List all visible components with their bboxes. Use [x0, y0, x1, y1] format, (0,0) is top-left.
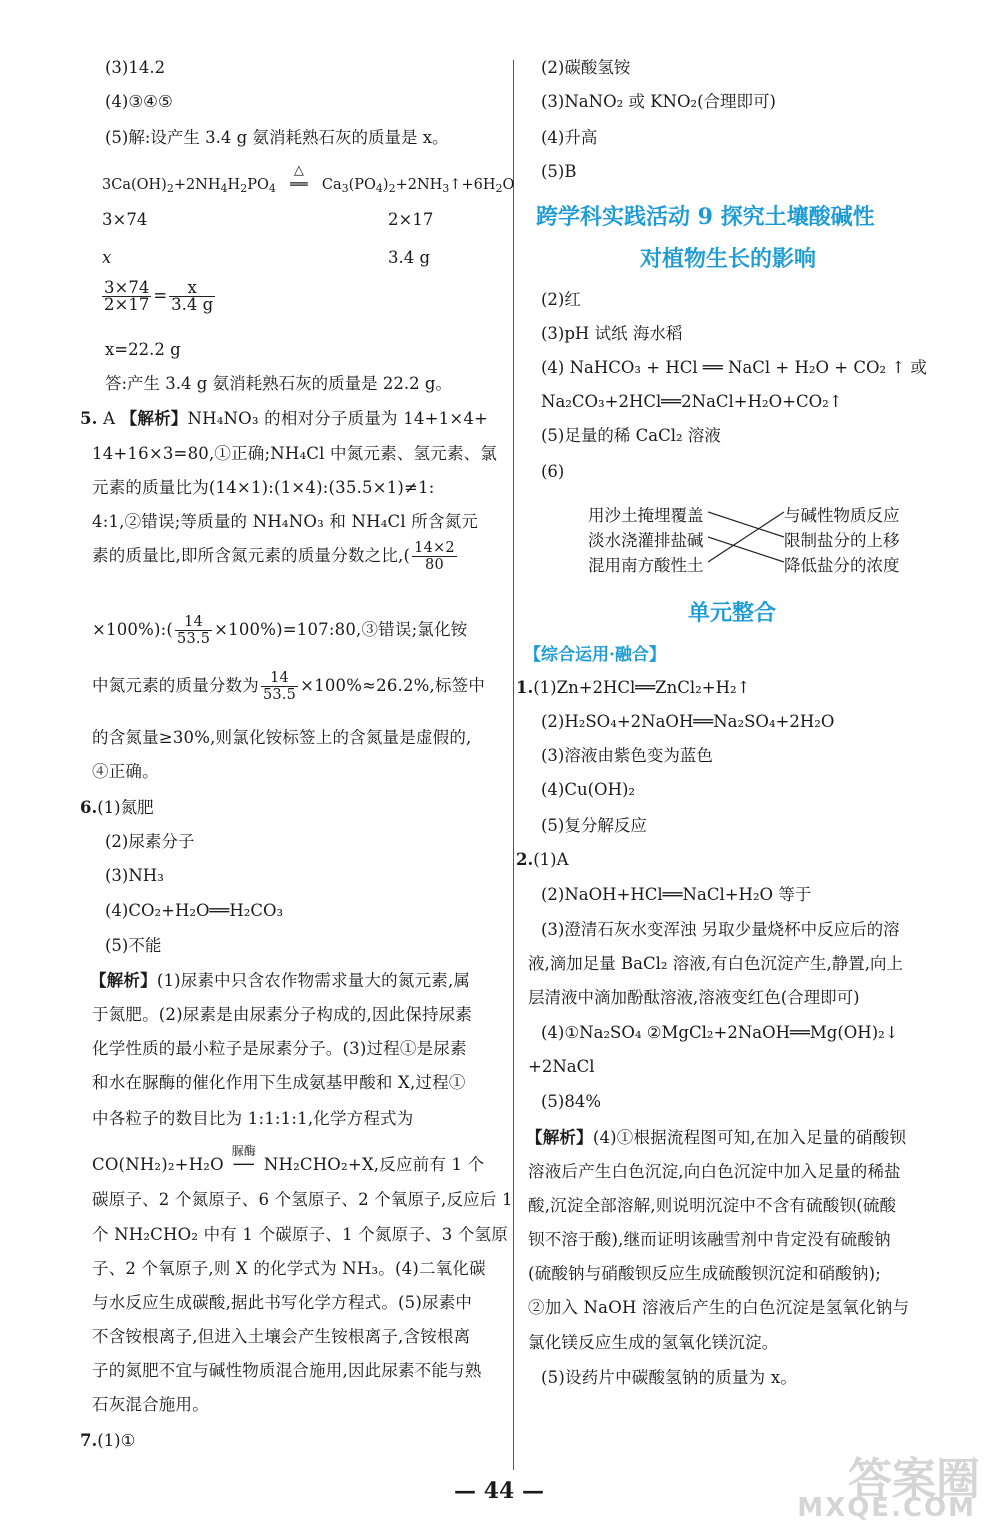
answer-line: (5)不能	[105, 936, 162, 955]
match-right-3: 降低盐分的浓度	[784, 556, 900, 575]
match-right-1: 与碱性物质反应	[784, 506, 900, 525]
answer-line: (4)Cu(OH)₂	[541, 780, 636, 799]
analysis-line: 【解析】(1)尿素中只含农作物需求量大的氮元素,属	[90, 971, 471, 990]
mass-ratio: 2×17	[388, 210, 434, 229]
answer-line: (4)①Na₂SO₄ ②MgCl₂+2NaOH══Mg(OH)₂↓	[541, 1023, 899, 1042]
answer-line: (6)	[541, 462, 565, 481]
match-right-2: 限制盐分的上移	[784, 531, 900, 550]
match-line-2	[708, 537, 784, 562]
answer-line: Na₂CO₃+2HCl══2NaCl+H₂O+CO₂↑	[541, 392, 843, 411]
question-2: 2.(1)A	[516, 850, 569, 869]
answer-line: 液,滴加足量 BaCl₂ 溶液,有白色沉淀产生,静置,向上	[528, 954, 903, 973]
analysis-line: 于氮肥。(2)尿素是由尿素分子构成的,因此保持尿素	[92, 1005, 473, 1024]
analysis-line: 素的质量比,即所含氮元素的质量分数之比,( $\frac{14\times 2}{80}$	[92, 540, 455, 573]
analysis-line: 钡不溶于酸),继而证明该融雪剂中肯定没有硫酸钠	[528, 1230, 891, 1249]
match-left-3: 混用南方酸性土	[588, 556, 704, 575]
analysis-line: ②加入 NaOH 溶液后产生的白色沉淀是氢氧化钠与	[528, 1298, 910, 1317]
answer-line: (4)升高	[541, 128, 598, 147]
analysis-line: (5)设药片中碳酸氢钠的质量为 x。	[541, 1368, 798, 1387]
analysis-line: 不含铵根离子,但进入土壤会产生铵根离子,含铵根离	[92, 1327, 471, 1346]
analysis-line: 溶液后产生白色沉淀,向白色沉淀中加入足量的稀盐	[528, 1162, 901, 1181]
question-1: 1.(1)Zn+2HCl══ZnCl₂+H₂↑	[516, 678, 751, 697]
analysis-line: 的含氮量≥30%,则氯化铵标签上的含氮量是虚假的,	[92, 728, 472, 747]
reaction-condition: 脲酶	[231, 1144, 257, 1158]
analysis-line: 中各粒子的数目比为 1:1:1:1,化学方程式为	[92, 1109, 414, 1128]
proportion: $\frac{3\times 74}{2\times 17}$ = $\frac{x}{3.4 g}$	[104, 278, 214, 314]
chemical-equation: $3Ca(OH)_2+2NH_4H_2PO_4$ △ ══ $Ca_3(PO_4)_2+2NH_3↑+6H_2O$	[102, 163, 515, 195]
answer-line: (2)尿素分子	[105, 832, 195, 851]
answer-line: +2NaCl	[528, 1057, 595, 1076]
answer-line: (4)③④⑤	[105, 92, 173, 111]
analysis-line: 中氮元素的质量分数为 $\frac{14}{53.5}$ ×100%≈26.2%,标签中	[92, 670, 486, 703]
answer-line: (2)碳酸氢铵	[541, 58, 631, 77]
answer-line: (3)14.2	[105, 58, 166, 77]
section-title: 对植物生长的影响	[640, 246, 817, 272]
match-line-3	[708, 512, 784, 562]
analysis-line: ④正确。	[92, 762, 159, 781]
answer-line: (3)澄清石灰水变浑浊 另取少量烧杯中反应后的溶	[541, 920, 900, 939]
section-tag: 【综合运用·融合】	[524, 645, 666, 665]
watermark-text: 答案圈	[848, 1454, 980, 1505]
analysis-line: 14+16×3=80,①正确;NH₄Cl 中氮元素、氢元素、氯	[92, 444, 498, 463]
match-left-2: 淡水浇灌排盐碱	[588, 531, 704, 550]
analysis-line: 4:1,②错误;等质量的 NH₄NO₃ 和 NH₄Cl 所含氮元	[92, 512, 479, 531]
match-left-1: 用沙土掩埋覆盖	[588, 506, 704, 525]
answer-line: (2)H₂SO₄+2NaOH══Na₂SO₄+2H₂O	[541, 712, 835, 731]
answer-line: (3)pH 试纸 海水稻	[541, 324, 683, 343]
unknown: x	[102, 248, 112, 267]
question-7: 7.(1)①	[80, 1431, 136, 1450]
analysis-line: CO(NH₂)₂+H₂O 脲酶 ── NH₂CHO₂+X,反应前有 1 个	[92, 1155, 484, 1175]
mass-ratio: 3×74	[102, 210, 148, 229]
analysis-line: 和水在脲酶的催化作用下生成氨基甲酸和 X,过程①	[92, 1073, 466, 1092]
reaction-condition: △	[293, 163, 304, 178]
answer-line: (4) NaHCO₃ + HCl ══ NaCl + H₂O + CO₂ ↑ 或	[541, 358, 927, 377]
page-number: — 44 —	[454, 1478, 544, 1504]
analysis-line: 【解析】(4)①根据流程图可知,在加入足量的硝酸钡	[526, 1128, 907, 1147]
answer-line: (2)红	[541, 290, 581, 309]
analysis-line: 子的氮肥不宜与碱性物质混合施用,因此尿素不能与熟	[92, 1361, 482, 1380]
answer-line: (4)CO₂+H₂O══H₂CO₃	[105, 901, 284, 920]
column-divider	[513, 60, 514, 1470]
analysis-line: 元素的质量比为(14×1):(1×4):(35.5×1)≠1:	[92, 478, 435, 497]
answer-line: (5)B	[541, 162, 577, 181]
analysis-line: 石灰混合施用。	[92, 1395, 209, 1414]
answer-line: (5)84%	[541, 1092, 602, 1111]
answer-line: (5)足量的稀 CaCl₂ 溶液	[541, 426, 721, 445]
match-line-1	[708, 512, 784, 537]
answer-line: (2)NaOH+HCl══NaCl+H₂O 等于	[541, 885, 812, 904]
answer-line: 答:产生 3.4 g 氨消耗熟石灰的质量是 22.2 g。	[105, 374, 452, 393]
answer-line: (3)NH₃	[105, 866, 164, 885]
analysis-line: 化学性质的最小粒子是尿素分子。(3)过程①是尿素	[92, 1039, 467, 1058]
answer-line: x=22.2 g	[105, 340, 181, 359]
analysis-line: 氯化镁反应生成的氢氧化镁沉淀。	[528, 1333, 779, 1352]
watermark-logo	[786, 1443, 986, 1528]
answer-line: (3)溶液由紫色变为蓝色	[541, 746, 713, 765]
match-lines	[708, 498, 788, 578]
analysis-line: 酸,沉淀全部溶解,则说明沉淀中不含有硫酸钡(硫酸	[528, 1196, 897, 1215]
question-5: 5. A 【解析】NH₄NO₃ 的相对分子质量为 14+1×4+	[80, 409, 489, 428]
answer-line: (5)复分解反应	[541, 816, 647, 835]
answer-line: (3)NaNO₂ 或 KNO₂(合理即可)	[541, 92, 776, 111]
question-6: 6.(1)氮肥	[80, 798, 154, 817]
answer-line: 层清液中滴加酚酞溶液,溶液变红色(合理即可)	[528, 988, 860, 1007]
analysis-line: (硫酸钠与硝酸钡反应生成硫酸钡沉淀和硝酸钠);	[528, 1264, 882, 1283]
analysis-line: 个 NH₂CHO₂ 中有 1 个碳原子、1 个氮原子、3 个氢原	[92, 1225, 508, 1244]
answer-line: (5)解:设产生 3.4 g 氨消耗熟石灰的质量是 x。	[105, 128, 449, 147]
analysis-line: 子、2 个氧原子,则 X 的化学式为 NH₃。(4)二氧化碳	[92, 1259, 486, 1278]
analysis-line: 碳原子、2 个氮原子、6 个氢原子、2 个氧原子,反应后 1	[92, 1190, 513, 1209]
known-mass: 3.4 g	[388, 248, 431, 267]
section-title: 单元整合	[688, 600, 777, 626]
analysis-line: ×100%):( $\frac{14}{53.5}$ ×100%)=107:80,③错误;氯化铵	[92, 614, 468, 647]
watermark-url: MXQE.COM	[797, 1493, 976, 1523]
section-title: 跨学科实践活动 9 探究土壤酸碱性	[536, 204, 875, 230]
analysis-line: 与水反应生成碳酸,据此书写化学方程式。(5)尿素中	[92, 1293, 473, 1312]
